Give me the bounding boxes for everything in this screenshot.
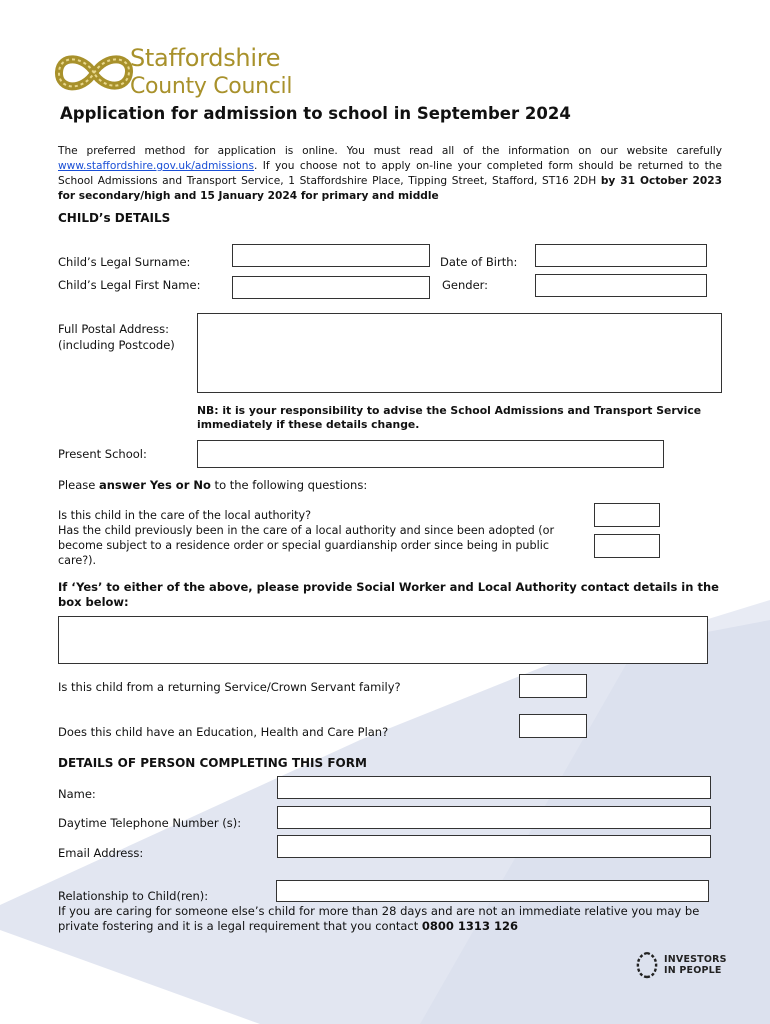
council-logo (54, 44, 314, 106)
org-name-line2: County Council (130, 74, 293, 99)
answer-post: to the following questions: (210, 478, 368, 492)
intro-text-1: The preferred method for application is online. You must read all of the information on our website carefully (58, 145, 722, 157)
if-yes-instruction: If ‘Yes’ to either of the above, please provide Social Worker and Local Authority contact details in the box below: (58, 580, 719, 609)
firstname-label: Child’s Legal First Name: (58, 278, 201, 292)
relationship-field[interactable] (276, 880, 709, 902)
fostering-text: If you are caring for someone else’s child for more than 28 days and are not an immediate relative you may be private fostering and it is a legal requirement that you contact (58, 904, 700, 933)
page-title: Application for admission to school in September 2024 (60, 104, 571, 123)
gender-label: Gender: (442, 278, 489, 292)
admissions-link[interactable]: www.staffordshire.gov.uk/admissions (58, 160, 255, 172)
surname-field[interactable] (232, 244, 430, 267)
social-worker-details-field[interactable] (58, 616, 708, 664)
intro-text-2: . If you choose not to apply on-line your completed form should be returned to the School Admissions and Transport Service, 1 Staffordshire Place, Tipping Street, Stafford, ST16 2DH (58, 160, 722, 187)
question-service-family: Is this child from a returning Service/Crown Servant family? (58, 680, 401, 694)
address-label: Full Postal Address: (58, 322, 169, 336)
child-details-heading: CHILD’s DETAILS (58, 211, 171, 225)
relationship-label: Relationship to Child(ren): (58, 889, 209, 903)
intro-deadline: by 31 October 2023 for secondary/high and 15 January 2024 for primary and middle (58, 175, 722, 202)
present-school-field[interactable] (197, 440, 664, 468)
person-name-field[interactable] (277, 776, 711, 799)
dob-field[interactable] (535, 244, 707, 267)
present-school-label: Present School: (58, 447, 147, 461)
nb-note: NB: it is your responsibility to advise the School Admissions and Transport Service immediately if these details change. (197, 404, 702, 431)
question-previously-in-care: Has the child previously been in the care of a local authority and since been adopted (or become subject to a residence order or special guardianship order since being in public care?). (58, 524, 555, 567)
answer-instruction (58, 478, 367, 492)
investors-laurel-icon (634, 951, 660, 979)
previously-in-care-answer-field[interactable] (594, 534, 660, 558)
badge-line2: IN PEOPLE (664, 965, 722, 976)
email-label: Email Address: (58, 846, 144, 860)
investors-in-people-badge (634, 951, 734, 981)
service-family-answer-field[interactable] (519, 674, 587, 698)
phone-label: Daytime Telephone Number (s): (58, 816, 242, 830)
address-field[interactable] (197, 313, 722, 393)
badge-line1: INVESTORS (664, 954, 727, 965)
person-name-label: Name: (58, 787, 96, 801)
answer-bold: answer Yes or No (98, 478, 211, 492)
gender-field[interactable] (535, 274, 707, 297)
question-ehcp: Does this child have an Education, Health and Care Plan? (58, 725, 389, 739)
surname-label: Child’s Legal Surname: (58, 255, 191, 269)
intro-paragraph (58, 144, 722, 204)
care-questions (58, 508, 588, 568)
email-field[interactable] (277, 835, 711, 858)
firstname-field[interactable] (232, 276, 430, 299)
address-sublabel: (including Postcode) (58, 338, 175, 352)
org-name-line1: Staffordshire (130, 44, 281, 72)
fostering-phone: 0800 1313 126 (421, 919, 518, 933)
phone-field[interactable] (277, 806, 711, 829)
question-in-care: Is this child in the care of the local authority? (58, 509, 312, 522)
person-details-heading: DETAILS OF PERSON COMPLETING THIS FORM (58, 756, 367, 770)
answer-pre: Please (58, 478, 99, 492)
private-fostering-note (58, 904, 738, 934)
ehcp-answer-field[interactable] (519, 714, 587, 738)
dob-label: Date of Birth: (440, 255, 518, 269)
in-care-answer-field[interactable] (594, 503, 660, 527)
stafford-knot-icon (54, 48, 134, 98)
